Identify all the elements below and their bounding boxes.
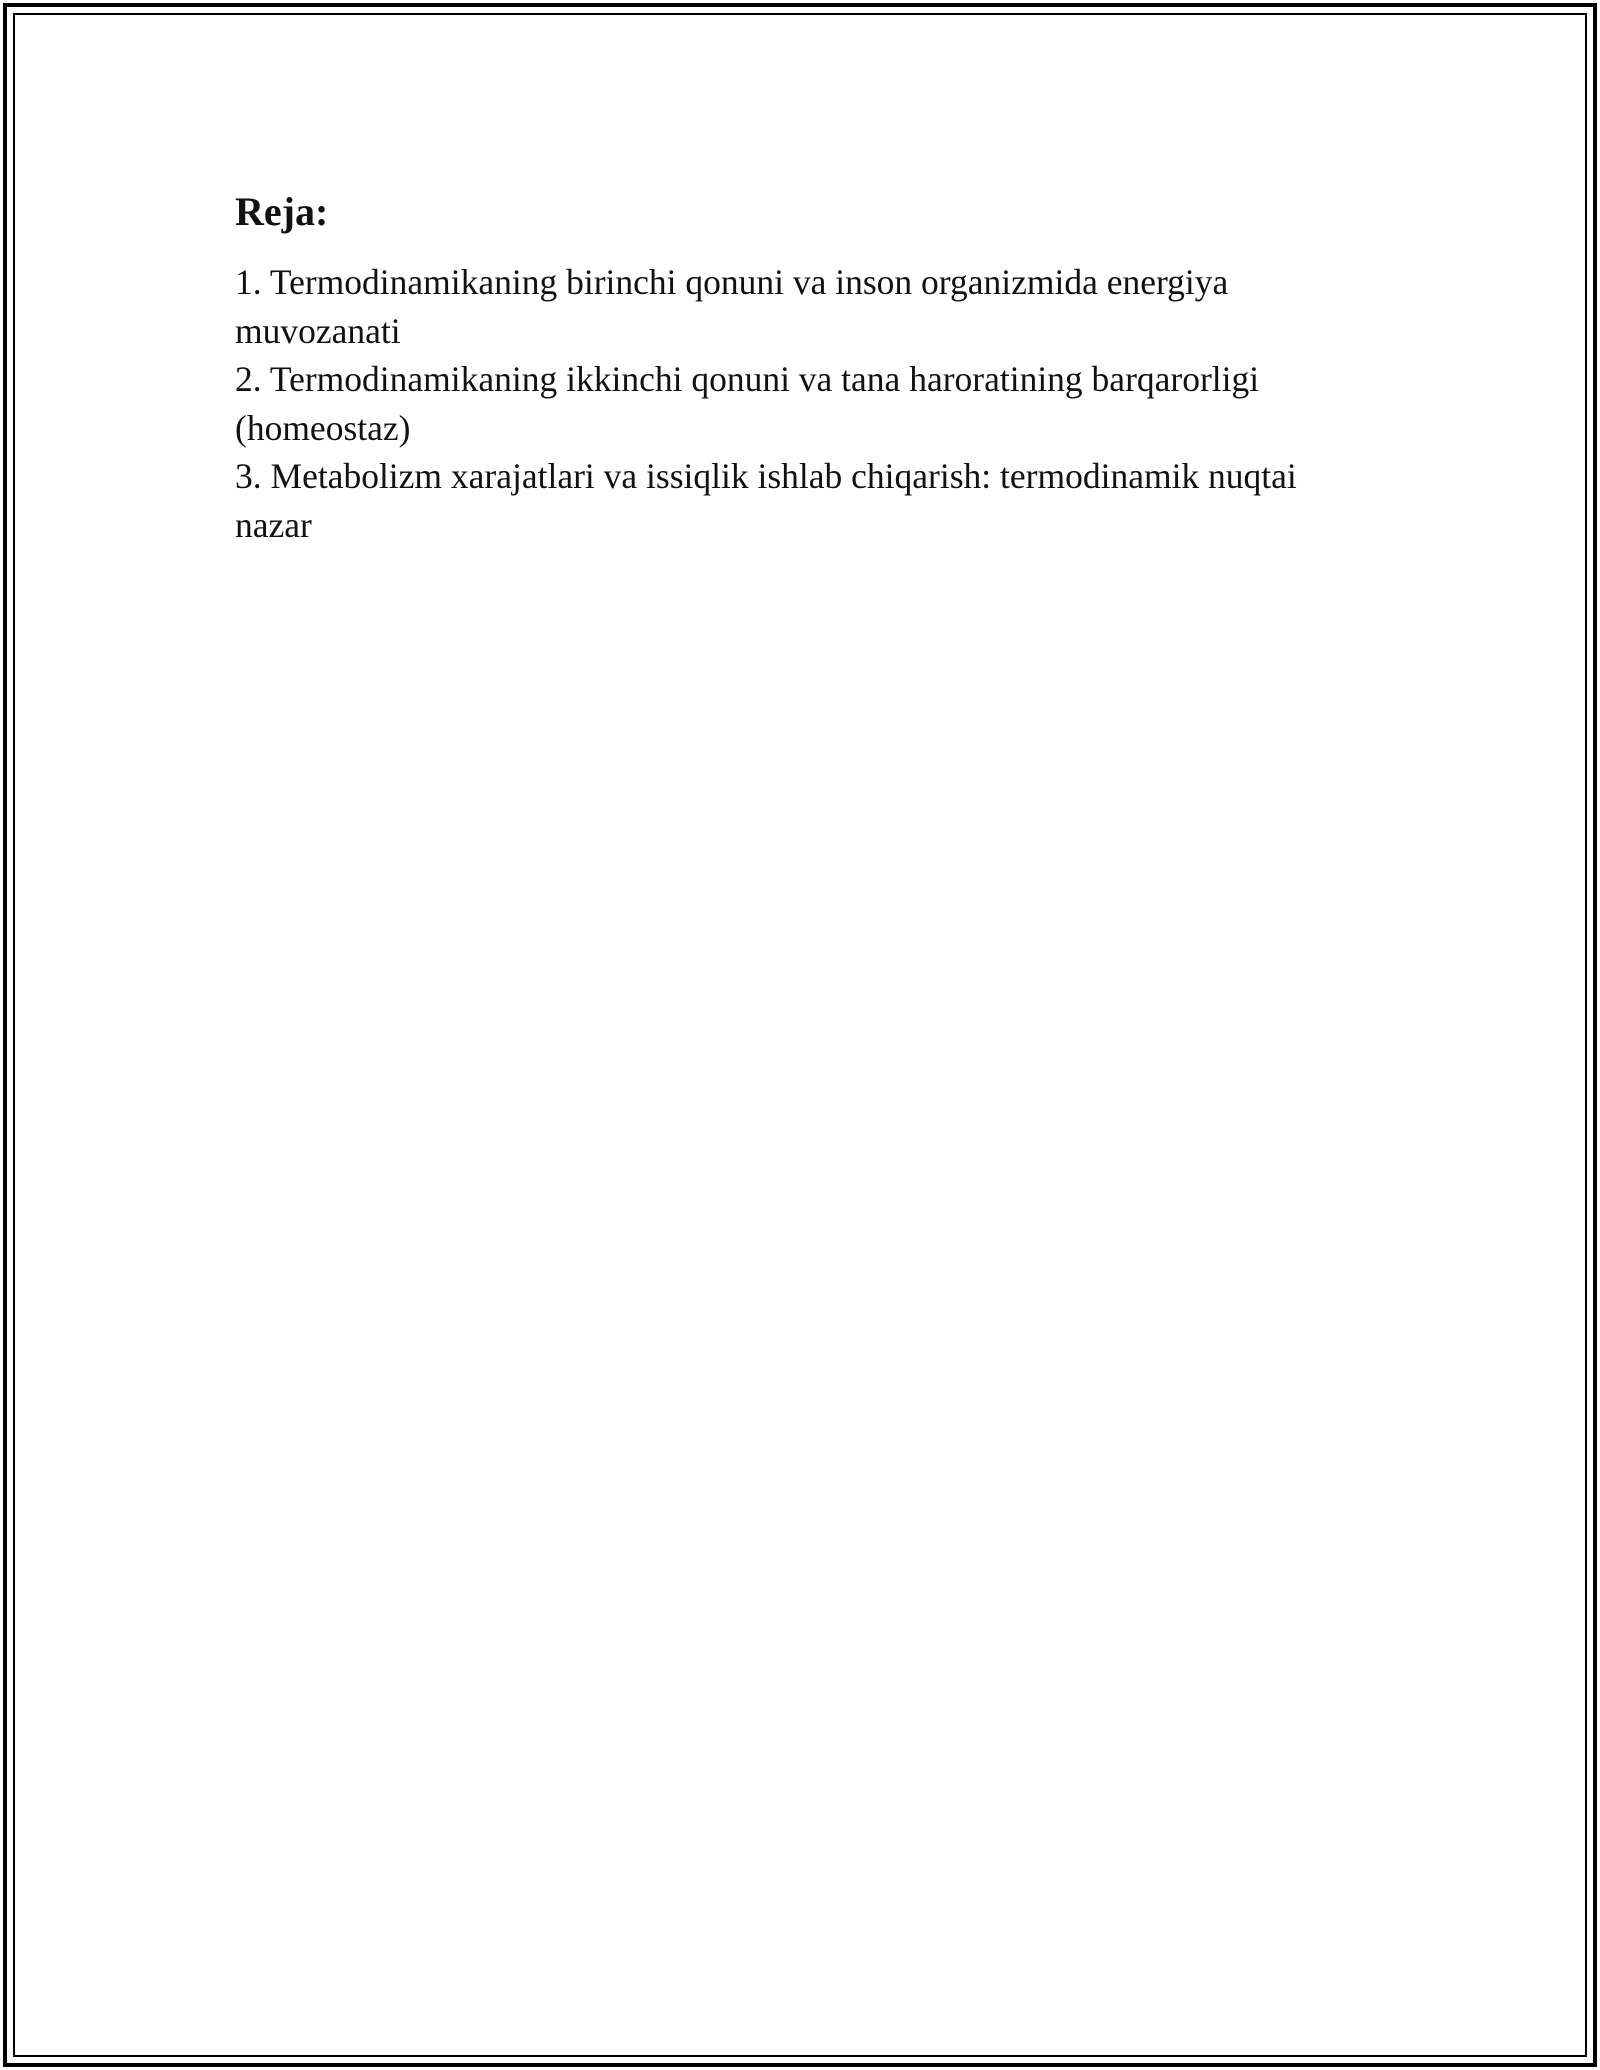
plan-heading: Reja:: [235, 189, 329, 234]
plan-list: [235, 258, 1365, 549]
plan-item-1: 1. Termodinamikaning birinchi qonuni va inson organizmida energiya muvozanati: [235, 262, 1229, 351]
plan-item-2: 2. Termodinamikaning ikkinchi qonuni va tana haroratining barqarorligi (homeostaz): [235, 359, 1260, 448]
plan-item-3: 3. Metabolizm xarajatlari va issiqlik ishlab chiqarish: termodinamik nuqtai nazar: [235, 456, 1297, 545]
document-body: [235, 186, 1365, 549]
